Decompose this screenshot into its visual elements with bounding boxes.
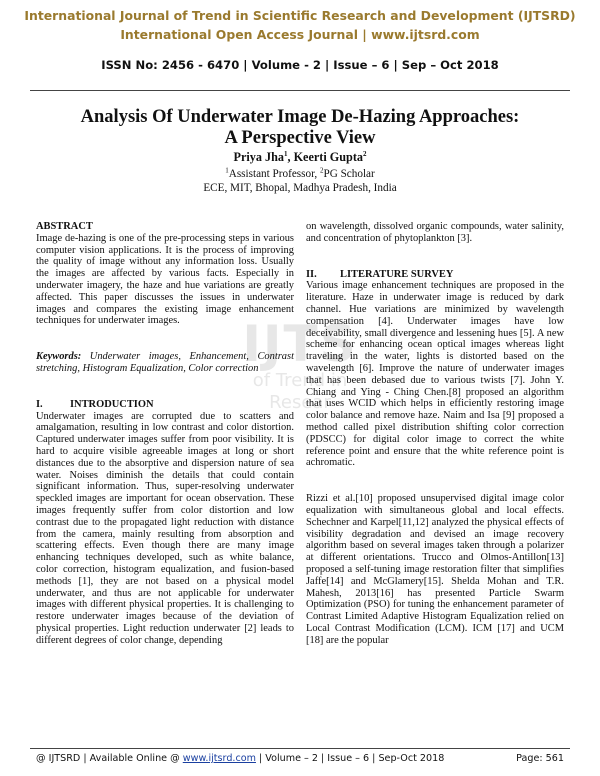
literature-survey-title: LITERATURE SURVEY: [340, 268, 454, 280]
journal-url[interactable]: www.ijtsrd.com: [371, 27, 480, 42]
paper-title-line-2: A Perspective View: [224, 128, 376, 148]
page-footer: [36, 752, 564, 766]
page-number: Page: 561: [516, 753, 564, 764]
introduction-text: Underwater images are corrupted due to scatters and amalgamation, resulting in low contrast and color distortion. Captured underwater images suffer from poor visibility. It is hard to acquire visible agreeable images at long or short distances due to the absorptive and dispersion nature of sea water. Noises diminish the details that could contain significant information. Thus, super-resolving underwater speckled images are important for ocean observation. These images frequently suffer from color distortion and low contrast due to the propagated light reduction with distance from the camera, mainly resulting from absorption and scattering effects. Even though there are many image enhancing techniques developed, such as white balance, color correction, histogram equalization, and fusion-based methods [1], they are not based on a physical model underwater, and thus are not applicable for underwater images with different physical properties. It is challenging to restore underwater images because of the deviation of physical properties. Light reduction underwater [2] leads to different degrees of color change, depending: [36, 410, 294, 646]
journal-subtitle-text: International Open Access Journal: [120, 27, 358, 42]
introduction-number: I.: [36, 398, 43, 410]
literature-paragraph-1: Various image enhancement techniques are proposed in the literature. Haze in underwater image is reduced by dark channel. Hue variations are minimized by wavelength compensation [4]. Underwater images have low deceivability, small divergence and lessening hues [5]. A new scheme for enhancing ocean optical images whereas light traveling in the water, lights is distorted based on the wavelength [6]. Improve the nature of underwater images that has been debased due to various twists [7]. John Y. Chiang and Ying - Ching Chen.[8] proposed an algorithm that uses WCID which helps in efficiently restoring image color balance and remove haze. Naim and Isa [9] proposed a method called pixel distribution shifting color correction (PDSCC) for digital color image to correct the white reference point and ensure that the white reference point is achromatic.: [306, 280, 564, 469]
role-1: Assistant Professor,: [228, 168, 320, 180]
footer-rule: [30, 748, 570, 749]
role-2: PG Scholar: [323, 168, 375, 180]
footer-prefix: @ IJTSRD | Available Online @: [36, 753, 183, 764]
literature-survey-number: II.: [306, 268, 317, 280]
header-rule: [30, 90, 570, 91]
literature-paragraph-2: Rizzi et al.[10] proposed unsupervised digital image color equalization with simultaneous global and local effects. Schechner and Karpel[11,12] analyzed the physical effects of visibility degradation and devised an image recovery algorithm based on several images taken through a polarizer at different orientations. Trucco and Olmos-Antillon[13] proposed a self-tuning image restoration filter that simplifies Jaffe[14] and McGlamery[15]. Shelda Mohan and T.R. Mahesh, 2013[16] has presented Particle Swarm Optimization (PSO) for tuning the enhancement parameter of Contrast Limited Adaptive Histogram Equalization relied on Local Contrast Modification (LCM). ICM [17] and UCM [18] are the popular: [306, 493, 564, 646]
right-column: [306, 221, 564, 647]
issn-line: ISSN No: 2456 - 6470 | Volume - 2 | Issue – 6 | Sep – Oct 2018: [101, 58, 499, 72]
left-column: [36, 221, 294, 647]
keywords-label: Keywords:: [36, 351, 82, 363]
introduction-title: INTRODUCTION: [70, 398, 154, 410]
paper-title: [0, 107, 600, 149]
journal-header: [0, 0, 600, 74]
role-1-sup: 1: [225, 166, 229, 175]
paper-title-line-1: Analysis Of Underwater Image De-Hazing Approaches:: [80, 107, 520, 127]
keywords-text: Underwater images, Enhancement, Contrast stretching, Histogram Equalization, Color correction: [36, 351, 294, 374]
author-1: Priya Jha: [233, 150, 284, 164]
watermark-text-2: Resear: [269, 392, 331, 413]
journal-subtitle-separator: |: [362, 27, 367, 42]
author-1-sup: 1: [283, 149, 288, 158]
author-line: [0, 150, 600, 165]
journal-title: International Journal of Trend in Scientific Research and Development (IJTSRD): [24, 8, 576, 23]
affiliation-roles: [0, 167, 600, 181]
abstract-text: Image de-hazing is one of the pre-processing steps in various computer vision applications. It is the process of improving the quality of image without any information loss. Usually the images are affected by various facts. Especially in underwater imagery, the haze and hue variations are greatly affected. This paper discusses the issues in underwater images and compares the existing image enhancement techniques for underwater images.: [36, 232, 294, 327]
watermark-text-1: of Trend in: [252, 370, 348, 391]
watermark-logo: IJTS: [242, 315, 358, 373]
role-2-sup: 2: [319, 166, 324, 175]
footer-link[interactable]: www.ijtsrd.com: [182, 753, 256, 764]
introduction-continued: on wavelength, dissolved organic compounds, water salinity, and concentration of phytoplankton [3].: [306, 221, 564, 244]
abstract-heading: ABSTRACT: [36, 221, 93, 232]
author-2-sup: 2: [362, 149, 367, 158]
affiliation-place: ECE, MIT, Bhopal, Madhya Pradesh, India: [203, 182, 397, 194]
literature-survey-heading: [306, 269, 564, 281]
author-2: Keerti Gupta: [293, 150, 363, 164]
affiliation: [0, 167, 600, 195]
keywords: [36, 351, 294, 375]
introduction-heading: [36, 399, 294, 411]
footer-suffix: | Volume – 2 | Issue – 6 | Sep-Oct 2018: [255, 753, 445, 764]
journal-subtitle: [0, 25, 600, 44]
footer-info: [36, 752, 444, 766]
author-separator: ,: [287, 150, 294, 164]
